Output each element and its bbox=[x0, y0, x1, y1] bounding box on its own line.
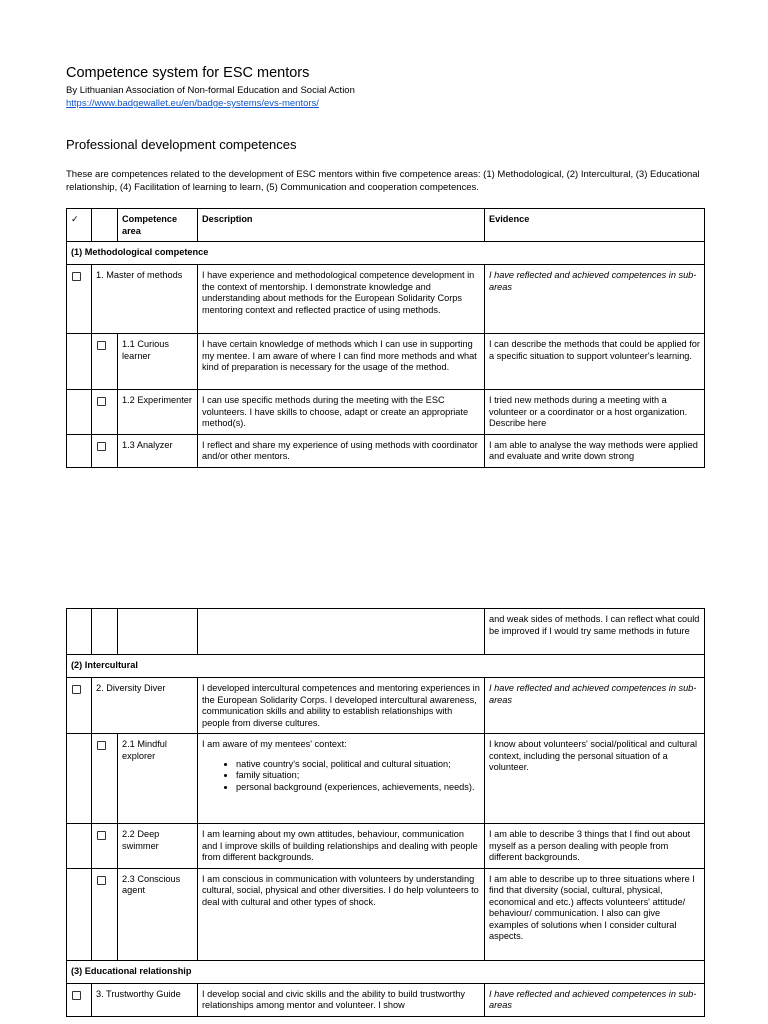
header-area: Competence area bbox=[118, 209, 198, 242]
competence-area: 1. Master of methods bbox=[92, 265, 198, 334]
header-description: Description bbox=[198, 209, 485, 242]
competence-description: I have experience and methodological competence development in the context of mentorship. I demonstrate knowledge and understanding about methods for the European Solidarity Corps mentoring context and reflected practice of using methods. bbox=[198, 265, 485, 334]
competence-evidence: I am able to describe 3 things that I find out about myself as a person dealing with people from different backgrounds. bbox=[485, 824, 705, 869]
competence-description: I have certain knowledge of methods which I can use in supporting my mentee. I am aware of where I can find more methods and what kind of preparation is necessary for the usage of the method. bbox=[198, 334, 485, 390]
competence-description: I develop social and civic skills and the ability to build trustworthy relationships among mentor and volunteer. I show bbox=[198, 983, 485, 1016]
competence-description: I am learning about my own attitudes, behaviour, communication and I improve skills of building relationships and dealing with people from different backgrounds. bbox=[198, 824, 485, 869]
list-item: • personal background (experiences, achievements, needs). bbox=[236, 782, 480, 794]
competence-evidence: I tried new methods during a meeting with a volunteer or a coordinator or a host organization. Describe here bbox=[485, 390, 705, 435]
checkbox[interactable] bbox=[97, 876, 106, 885]
section-row-intercultural bbox=[67, 655, 705, 678]
competence-evidence: I am able to describe up to three situations where I find that diversity (social, cultural, physical, economical and etc.) affects volunteers' attitude/ behaviour/ communication. I also can give examples of solutions when I consider cultural aspects. bbox=[485, 868, 705, 960]
document-title: Competence system for ESC mentors bbox=[66, 65, 310, 81]
table-row bbox=[67, 390, 705, 435]
table-row bbox=[67, 434, 705, 467]
competence-evidence: I know about volunteers' social/political and cultural context, including the personal situation of a volunteer. bbox=[485, 734, 705, 824]
checkbox[interactable] bbox=[97, 397, 106, 406]
competence-area: 3. Trustworthy Guide bbox=[92, 983, 198, 1016]
competence-evidence: I have reflected and achieved competences in sub-areas bbox=[485, 265, 705, 334]
competence-description: I can use specific methods during the meeting with the ESC volunteers. I have skills to choose, adapt or create an appropriate method(s). bbox=[198, 390, 485, 435]
document-byline: By Lithuanian Association of Non-formal Education and Social Action bbox=[66, 85, 355, 96]
section-row-methodological bbox=[67, 242, 705, 265]
header-check: ✓ bbox=[67, 209, 92, 242]
competence-area: 1.2 Experimenter bbox=[118, 390, 198, 435]
description-text: I am aware of my mentees' context: bbox=[202, 739, 347, 749]
competence-area: 2.1 Mindful explorer bbox=[118, 734, 198, 824]
competence-description: I am conscious in communication with volunteers by understanding cultural, social, physical and other diversities. I do help volunteers to deal with cultural and other types of shock. bbox=[198, 868, 485, 960]
competence-evidence: I have reflected and achieved competences in sub-areas bbox=[485, 678, 705, 734]
competence-area: 1.1 Curious learner bbox=[118, 334, 198, 390]
checkbox[interactable] bbox=[72, 991, 81, 1000]
competence-table-part2 bbox=[66, 608, 705, 1017]
context-list bbox=[202, 759, 480, 794]
table-row bbox=[67, 983, 705, 1016]
table-row bbox=[67, 734, 705, 824]
competence-evidence: I am able to analyse the way methods were applied and evaluate and write down strong bbox=[485, 434, 705, 467]
table-row bbox=[67, 868, 705, 960]
table-row bbox=[67, 678, 705, 734]
checkbox[interactable] bbox=[97, 442, 106, 451]
section-row-educational-relationship bbox=[67, 960, 705, 983]
table-row bbox=[67, 824, 705, 869]
competence-area: 2.2 Deep swimmer bbox=[118, 824, 198, 869]
section-label: (3) Educational relationship bbox=[67, 960, 705, 983]
table-row bbox=[67, 265, 705, 334]
table-header-row bbox=[67, 209, 705, 242]
competence-table-part1 bbox=[66, 208, 705, 468]
section-label: (2) Intercultural bbox=[67, 655, 705, 678]
checkbox[interactable] bbox=[97, 341, 106, 350]
header-evidence: Evidence bbox=[485, 209, 705, 242]
checkbox[interactable] bbox=[72, 685, 81, 694]
competence-evidence-continued: and weak sides of methods. I can reflect what could be improved if I would try same methods in future bbox=[485, 609, 705, 655]
section-label: (1) Methodological competence bbox=[67, 242, 705, 265]
list-item: • native country's social, political and cultural situation; bbox=[236, 759, 480, 771]
competence-evidence: I have reflected and achieved competences in sub-areas bbox=[485, 983, 705, 1016]
competence-evidence: I can describe the methods that could be applied for a specific situation to support volunteer's learning. bbox=[485, 334, 705, 390]
competence-area: 2. Diversity Diver bbox=[92, 678, 198, 734]
section-heading: Professional development competences bbox=[66, 137, 297, 152]
competence-description: I reflect and share my experience of using methods with coordinator and/or other mentors. bbox=[198, 434, 485, 467]
checkbox[interactable] bbox=[97, 831, 106, 840]
competence-description: I developed intercultural competences and mentoring experiences in the European Solidarity Corps. I developed intercultural awareness, communication skills and ability to establish relationships with people from diverse cultures. bbox=[198, 678, 485, 734]
competence-description bbox=[198, 734, 485, 824]
competence-area: 2.3 Conscious agent bbox=[118, 868, 198, 960]
table-row bbox=[67, 609, 705, 655]
checkbox[interactable] bbox=[72, 272, 81, 281]
competence-area: 1.3 Analyzer bbox=[118, 434, 198, 467]
list-item: • family situation; bbox=[236, 770, 480, 782]
table-row bbox=[67, 334, 705, 390]
intro-paragraph: These are competences related to the development of ESC mentors within five competence areas: (1) Methodological, (2) Intercultural, (3) Educational relationship, (4) Facilitation of learning to learn, (5) Communication and cooperation competences. bbox=[66, 169, 700, 193]
checkbox[interactable] bbox=[97, 741, 106, 750]
badge-system-link[interactable]: https://www.badgewallet.eu/en/badge-systems/evs-mentors/ bbox=[66, 98, 319, 109]
